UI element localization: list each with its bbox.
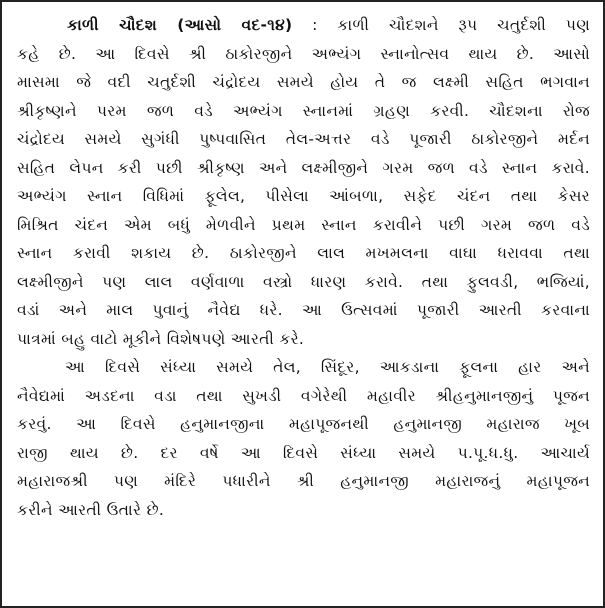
text-line: સ્નાન કરાવી શકાય છે. ઠાકોરજીને લાલ મખમલના વાઘા ધરાવવા તથા: [17, 244, 590, 262]
text-line: મિશ્રિત ચંદન એમ બધું મેળવીને પ્રથમ સ્નાન કરાવીને પછી ગરમ જળ વડે: [17, 215, 590, 234]
heading-continuation: : કાળી ચૌદશને રૂપ ચતુર્દશી પણ: [292, 16, 590, 34]
article-heading: કાળી ચૌદશ (આસો વદ-૧૪): [67, 16, 293, 34]
text-line: વડાં અને માલ પુવાનું નૈવેદ્ય ધરે. આ ઉત્સવમાં પૂજારી આરતી કરવાના: [17, 301, 590, 319]
text-line: આ દિવસે સંધ્યા સમયે તેલ, સિંદૂર, આકડાના ફૂલના હાર અને: [65, 358, 590, 376]
text-line: કરવું. આ દિવસે હનુમાનજીના મહાપૂજનથી હનુમાનજી મહારાજ ખૂબ: [17, 415, 590, 433]
paragraph-1: [17, 40, 590, 354]
text-line: લક્ષ્મીજીને પણ લાલ વર્ણવાળા વસ્ત્રો ધારણ કરાવે. તથા ફુલવડી, ભજિયાં,: [17, 272, 590, 291]
text-line: નૈવેદ્યમાં અડદના વડા તથા સુખડી વગેરેથી મહાવીર શ્રીહનુમાનજીનું પૂજન: [17, 386, 590, 405]
text-line: મહારાજશ્રી પણ મંદિરે પધારીને શ્રી હનુમાનજી મહારાજનું મહાપૂજન: [17, 472, 590, 490]
text-line: સહિત લેપન કરી પછી શ્રીકૃષ્ણ અને લક્ષ્મીજીને ગરમ જળ વડે સ્નાન કરાવે.: [17, 158, 590, 177]
text-line: રાજી થાય છે. દર વર્ષે આ દિવસે સંધ્યા સમયે પ.પૂ.ધ.ધુ. આચાર્ય: [17, 443, 590, 462]
heading-line: [17, 11, 590, 40]
text-line: અભ્યંગ સ્નાન વિધિમાં ફૂલેલ, પીસેલા આંબળા, સફેદ ચંદન તથા કેસર: [17, 187, 590, 205]
text-line: માસમા જે વદી ચતુર્દશી ચંદ્રોદય સમયે હોય તે જ લક્ષ્મી સહિત ભગવાન: [17, 73, 590, 91]
text-line: કહે છે. આ દિવસે શ્રી ઠાકોરજીને અભ્યંગ સ્નાનોત્સવ થાય છે. આસો: [17, 44, 590, 63]
text-line: કરીને આરતી ઉતારે છે.: [17, 500, 165, 519]
text-line: પાત્રમાં બહુ વાટો મૂકીને વિશેષપણે આરતી કરે.: [17, 329, 305, 348]
paragraph-2: [17, 353, 590, 524]
text-line: શ્રીકૃષ્ણને પરમ જળ વડે અભ્યંગ સ્નાનમાં ગ્રહણ કરવી. ચૌદશના રોજ: [17, 101, 590, 120]
text-line: ચંદ્રોદય સમયે સુગંધી પુષ્પવાસિત તેલ-અત્તર વડે પૂજારી ઠાકોરજીને મર્દન: [17, 130, 590, 148]
